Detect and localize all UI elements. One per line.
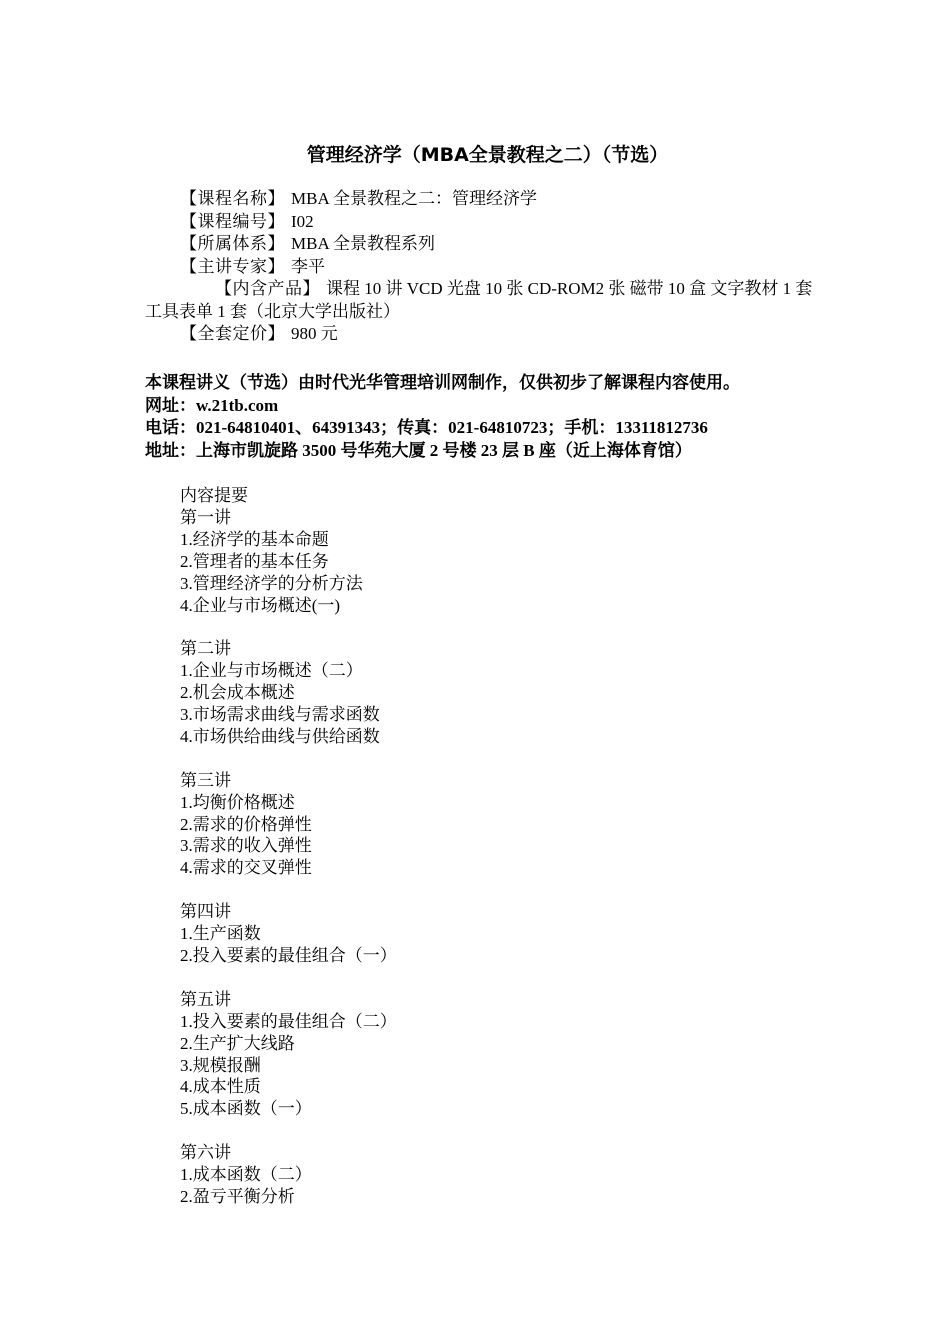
info-value: MBA 全景教程系列 <box>291 234 436 253</box>
list-item: 1.经济学的基本命题 <box>180 529 329 549</box>
table-of-contents <box>180 485 680 1208</box>
info-value: 980 元 <box>291 324 338 343</box>
list-item: 4.成本性质 <box>180 1077 261 1097</box>
list-item: 1.投入要素的最佳组合（二） <box>180 1011 397 1031</box>
list-item: 3.需求的收入弹性 <box>180 836 312 856</box>
lecture-title: 第一讲 <box>180 507 231 527</box>
info-key: 【全套定价】 <box>180 324 285 343</box>
list-item: 4.企业与市场概述(一) <box>180 595 341 615</box>
lecture-title: 第二讲 <box>180 639 231 659</box>
info-row-series <box>145 233 815 256</box>
spacer <box>180 1120 680 1142</box>
spacer <box>180 748 680 770</box>
notice-phone: 电话：021-64810401、64391343；传真：021-64810723；手机：13311812736 <box>145 418 708 437</box>
list-item: 5.成本函数（一） <box>180 1099 312 1119</box>
document-title: 管理经济学（MBA全景教程之二）（节选） <box>306 144 669 166</box>
lecture-title: 第四讲 <box>180 902 231 922</box>
notice-website: 网址：w.21tb.com <box>145 395 279 415</box>
list-item: 1.成本函数（二） <box>180 1165 312 1185</box>
info-key: 【主讲专家】 <box>180 256 285 276</box>
info-value: 课程 10 讲 VCD 光盘 10 张 CD-ROM2 张 磁带 10 盒 文字教材 1 套 工具表单 1 套（北京大学出版社） <box>145 279 813 321</box>
list-item: 2.需求的价格弹性 <box>180 814 312 834</box>
info-value: MBA 全景教程之二：管理经济学 <box>291 189 538 208</box>
info-value: 李平 <box>291 256 325 276</box>
info-key: 【课程名称】 <box>180 189 285 208</box>
info-row-course-number <box>145 211 815 234</box>
info-row-contents <box>145 278 815 323</box>
info-row-price <box>145 323 815 346</box>
notice-block <box>145 372 825 462</box>
spacer <box>180 879 680 901</box>
spacer <box>180 616 680 638</box>
list-item: 2.盈亏平衡分析 <box>180 1186 295 1206</box>
list-item: 1.生产函数 <box>180 924 261 944</box>
notice-statement: 本课程讲义（节选）由时代光华管理培训网制作，仅供初步了解课程内容使用。 <box>145 373 740 392</box>
list-item: 1.均衡价格概述 <box>180 792 295 812</box>
info-key: 【内含产品】 <box>215 279 320 298</box>
info-value: I02 <box>291 211 314 231</box>
list-item: 2.机会成本概述 <box>180 683 295 703</box>
list-item: 3.市场需求曲线与需求函数 <box>180 705 380 725</box>
list-item: 1.企业与市场概述（二） <box>180 661 363 681</box>
info-key: 【课程编号】 <box>180 211 285 231</box>
lecture-title: 第五讲 <box>180 989 231 1009</box>
list-item: 4.市场供给曲线与供给函数 <box>180 726 380 746</box>
lecture-title: 第三讲 <box>180 770 231 790</box>
list-item: 2.生产扩大线路 <box>180 1033 295 1053</box>
list-item: 3.规模报酬 <box>180 1055 261 1075</box>
list-item: 3.管理经济学的分析方法 <box>180 573 363 593</box>
list-item: 2.管理者的基本任务 <box>180 551 329 571</box>
info-key: 【所属体系】 <box>180 234 285 253</box>
toc-heading: 内容提要 <box>180 486 248 505</box>
lecture-title: 第六讲 <box>180 1143 231 1163</box>
notice-address: 地址：上海市凯旋路 3500 号华苑大厦 2 号楼 23 层 B 座（近上海体育馆） <box>145 440 692 460</box>
info-row-lecturer <box>145 256 815 279</box>
spacer <box>180 967 680 989</box>
course-info <box>145 188 815 346</box>
list-item: 4.需求的交叉弹性 <box>180 858 312 878</box>
list-item: 2.投入要素的最佳组合（一） <box>180 945 397 965</box>
info-row-course-name <box>145 188 815 211</box>
